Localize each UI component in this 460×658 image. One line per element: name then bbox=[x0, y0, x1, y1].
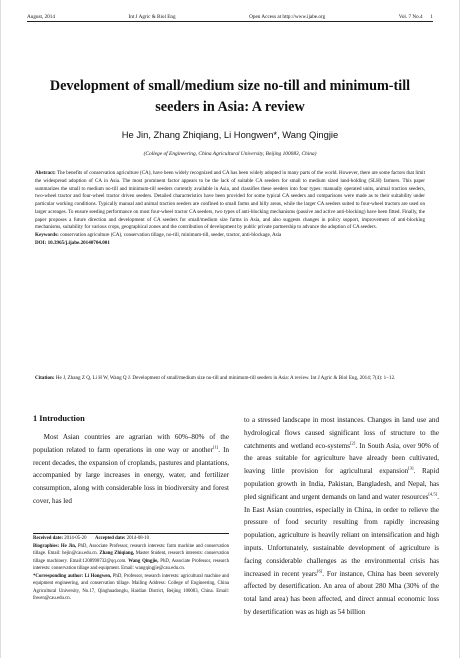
intro-right-column bbox=[244, 414, 439, 619]
volume-number: Vol. 7 No.4 bbox=[398, 14, 423, 20]
abstract-text: The benefits of conservation agriculture (CA), have been widely recognized and CA has been widely adopted in many parts of the world. However, there are some factors that limit the widespread adoption of CA in Asia. The most prominent factor appears to be the lack of suitable CA seeders for small to medium sized land-holding (SLH) farmers. This paper summarizes the small to medium no-till and minimum-till seeders currently available in Asia, and classifies these seeders into four types: manually operated units, animal traction seeders, two-wheel tractor and four-wheel tractor driven seeders. Detailed characteristics have been provided for some typical CA seeders and comparisons were made as to their suitability under particular working conditions. Typically manual and animal traction seeders are confined to small farms and hilly areas, while the larger CA seeders suited to four-wheel tractors are used on larger acreages. To ensure seeding performance on most four-wheel tractor CA seeders, two types of anti-blocking mechanisms (passive and active anti-blocking) have been fitted. Finally, the paper proposes a future direction and development of CA seeders for small/medium size farms in Asia, and also suggests changes in policy support, improvement of anti-blocking mechanisms, suitability for various crops, geographical zones and the contribution of development by public private partnership to advance the adoption of CA seeders. bbox=[35, 170, 425, 231]
header-rule bbox=[27, 21, 433, 22]
biographies-label: Biographies: bbox=[33, 543, 60, 549]
citation-label: Citation: bbox=[35, 375, 55, 381]
biographies bbox=[33, 543, 229, 573]
citation bbox=[35, 374, 425, 383]
author-list: He Jin, Zhang Zhiqiang, Li Hongwen*, Wang Qingjie bbox=[121, 129, 339, 140]
received-date: 2014-05-20 bbox=[64, 536, 87, 541]
corresponding-text: PhD, Professor, research interests: agricultural machine and equipment engineering, and conservation tillage. Mailing Address: College of Engineering, China Agricultural University, No.17, Qinghuadonglu, Haidian District, Beijing 100083, China. Email: lhwen@cau.edu.cn. bbox=[33, 573, 229, 602]
abstract-label: Abstract: bbox=[35, 170, 56, 176]
reference-marker[interactable]: [1] bbox=[212, 444, 219, 450]
intro-text: . For instance, China has been severely affected by desertification. An area of about 280 Mha (30% of the total land area) has been affected, and direct annual economic loss by desertification was as high as 54 billion bbox=[244, 569, 439, 616]
intro-text: . In East Asian countries, especially in China, in order to relieve the pressure of food security resulting from rapidly increasing population, agriculture is heavily reliant on intensification and high inputs. Unfortunately, sustainable development of agriculture is facing considerable challenges as the environmental crisis has increased in recent years bbox=[244, 492, 439, 578]
bio-name: He Jin, bbox=[60, 543, 77, 549]
bio-text: PhD, Associate Professor, research interests: farm machine and conservation tillage. Email: hejin@cau.edu.cn. bbox=[33, 543, 230, 557]
doi-label: DOI: bbox=[35, 239, 47, 246]
bio-text: Master Student, research interests: conservation tillage machinery. Email:1208998732@qq.com. bbox=[33, 551, 230, 564]
received-label: Received date: bbox=[33, 536, 63, 541]
intro-text: . Rapid population growth in India, Pakistan, Bangladesh, and Nepal, has pled significant and urgent demands on land and water resources bbox=[244, 467, 439, 501]
section-heading: 1 Introduction bbox=[33, 414, 85, 423]
citation-text: He J, Zhang Z Q, Li H W, Wang Q J. Development of small/medium size no-till and minimum-till seeders in Asia: A review. Int J Agric & Biol Eng, 2014; 7(4): 1−12. bbox=[55, 375, 396, 381]
reference-marker[interactable]: [2] bbox=[350, 440, 356, 446]
corresponding-label: *Corresponding author: bbox=[33, 573, 84, 579]
keywords-text: conservation agriculture (CA), conservation tillage, no-till, minimum-till, seeder, tractor, anti-blockage, Asia bbox=[60, 232, 282, 238]
accepted-date: 2014-08-10 bbox=[126, 536, 150, 541]
corresponding-author bbox=[33, 573, 229, 603]
abstract bbox=[35, 170, 425, 248]
bio-name: Wang Qingjie, bbox=[128, 558, 159, 564]
reference-marker[interactable]: [4,5] bbox=[428, 491, 438, 497]
intro-left-column bbox=[33, 431, 229, 508]
bio-text: PhD, Associate Professor, research interests: conservation tillage and equipment. Email: wangqingjie@cau.edu.cn. bbox=[33, 558, 229, 572]
keywords-label: Keywords: bbox=[35, 232, 59, 238]
keywords bbox=[35, 232, 425, 240]
intro-text: . In South Asia, over 90% of the areas suitable for agriculture have already been cultivated, leaving little provision for agricultural expansion bbox=[244, 441, 439, 476]
footnotes bbox=[33, 535, 229, 603]
running-head bbox=[27, 10, 433, 20]
footnote-rule bbox=[33, 533, 229, 534]
page-number: 1 bbox=[430, 14, 433, 20]
doi bbox=[35, 240, 425, 248]
corresponding-name: Li Hongwen, bbox=[84, 573, 112, 579]
accepted-label: Accepted date: bbox=[94, 536, 126, 541]
running-head-journal: Int J Agric & Biol Eng bbox=[128, 14, 176, 20]
running-head-access: Open Access at http://www.ijabe.org bbox=[249, 14, 326, 20]
reference-marker[interactable]: [3] bbox=[408, 465, 414, 471]
bio-name: Zhang Zhiqiang, bbox=[99, 551, 135, 557]
doi-value[interactable]: 10.3965/j.ijabe.20140704.001 bbox=[47, 239, 110, 246]
reference-marker[interactable]: [6] bbox=[316, 568, 323, 574]
dates-line bbox=[33, 535, 229, 543]
intro-text: . In recent decades, the expansion of croplands, pastures and plantations, accompanied by large increases in energy, water, and fertilizer consumption, along with considerable loss in biodiversity and forest cover, has led bbox=[33, 445, 229, 505]
running-head-volume bbox=[399, 14, 433, 20]
affiliation: (College of Engineering, China Agricultural University, Beijing 100083, China) bbox=[143, 151, 317, 157]
running-head-date: August, 2014 bbox=[27, 14, 55, 20]
paper-title: Development of small/medium size no-till and minimum-till seeders in Asia: A review bbox=[49, 78, 411, 115]
intro-text: Most Asian countries are agrarian with 60%–80% of the population related to farm operations in one way or another bbox=[33, 433, 229, 454]
intro-text: to a stressed landscape in most instances. Changes in land use and hydrological flows caused significant loss of structure to the catchments and wetland eco-systems bbox=[244, 416, 439, 450]
